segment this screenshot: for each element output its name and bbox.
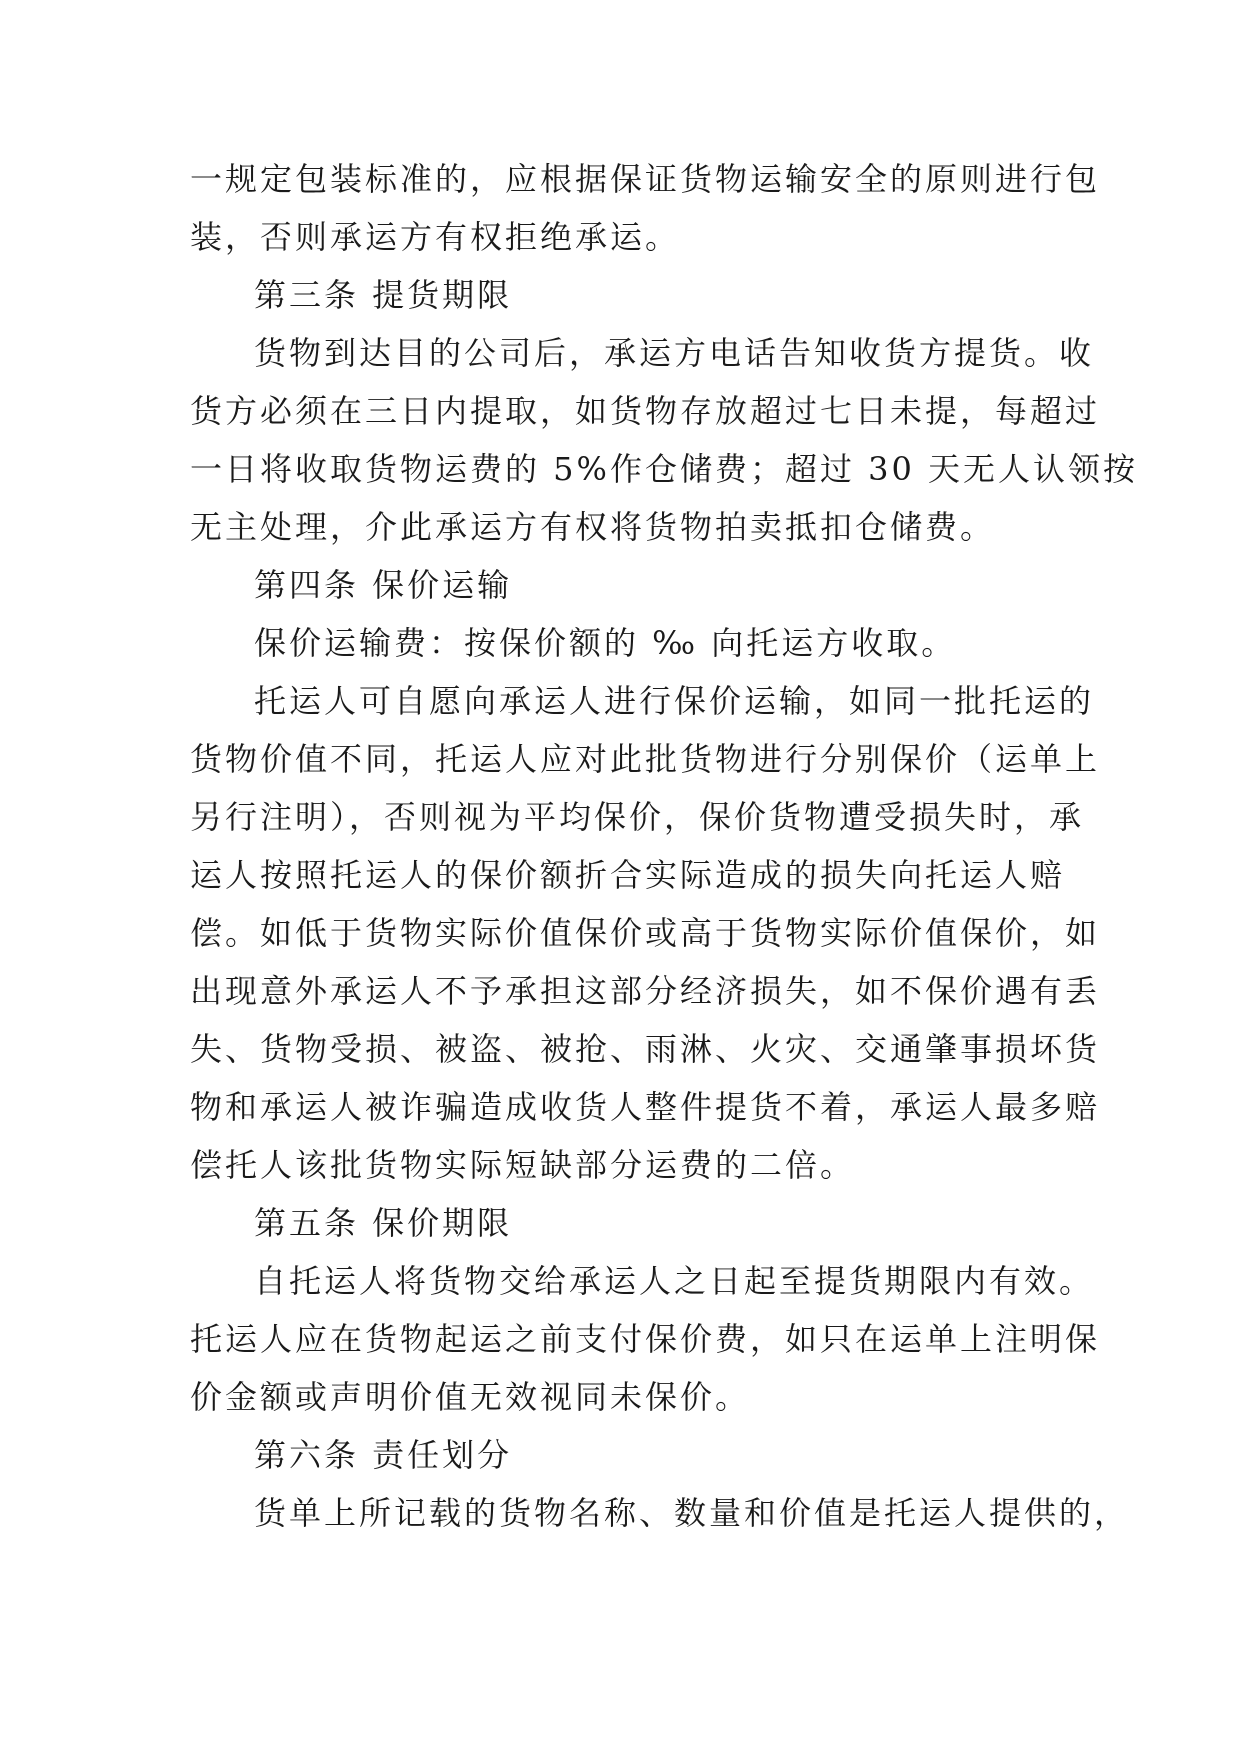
paragraph-line: 货物价值不同，托运人应对此批货物进行分别保价（运单上: [190, 740, 1101, 778]
paragraph-line: 装，否则承运方有权拒绝承运。: [190, 218, 681, 256]
paragraph-line: 偿。如低于货物实际价值保价或高于货物实际价值保价，如: [190, 914, 1101, 952]
paragraph-line: 货方必须在三日内提取，如货物存放超过七日未提，每超过: [190, 392, 1101, 430]
paragraph-line: 托运人应在货物起运之前支付保价费，如只在运单上注明保: [190, 1320, 1101, 1358]
paragraph-line: 自托运人将货物交给承运人之日起至提货期限内有效。: [254, 1262, 1095, 1300]
paragraph-line: 物和承运人被诈骗造成收货人整件提货不着，承运人最多赔: [190, 1088, 1101, 1126]
paragraph-line: 货单上所记载的货物名称、数量和价值是托运人提供的，: [254, 1494, 1130, 1532]
paragraph-line: 货物到达目的公司后，承运方电话告知收货方提货。收: [254, 334, 1095, 372]
paragraph-line: 一规定包装标准的，应根据保证货物运输安全的原则进行包: [190, 160, 1101, 198]
article-heading: 第三条 提货期限: [254, 276, 513, 314]
paragraph-line: 价金额或声明价值无效视同未保价。: [190, 1378, 751, 1416]
paragraph-line: 出现意外承运人不予承担这部分经济损失，如不保价遇有丢: [190, 972, 1101, 1010]
paragraph-line: 偿托人该批货物实际短缺部分运费的二倍。: [190, 1146, 856, 1184]
article-heading: 第六条 责任划分: [254, 1436, 513, 1474]
paragraph-line: 另行注明），否则视为平均保价，保价货物遭受损失时，承: [190, 798, 1085, 836]
paragraph-line: 无主处理，介此承运方有权将货物拍卖抵扣仓储费。: [190, 508, 996, 546]
article-heading: 第五条 保价期限: [254, 1204, 513, 1242]
paragraph-line: 一日将收取货物运费的 5%作仓储费；超过 30 天无人认领按: [190, 450, 1139, 488]
paragraph-line: 失、货物受损、被盗、被抢、雨淋、火灾、交通肇事损坏货: [190, 1030, 1101, 1068]
paragraph-line: 运人按照托运人的保价额折合实际造成的损失向托运人赔: [190, 856, 1066, 894]
article-heading: 第四条 保价运输: [254, 566, 513, 604]
paragraph-line: 托运人可自愿向承运人进行保价运输，如同一批托运的: [254, 682, 1095, 720]
document-page: [190, 150, 1139, 1542]
paragraph-line: 保价运输费：按保价额的 ‰ 向托运方收取。: [254, 624, 957, 662]
